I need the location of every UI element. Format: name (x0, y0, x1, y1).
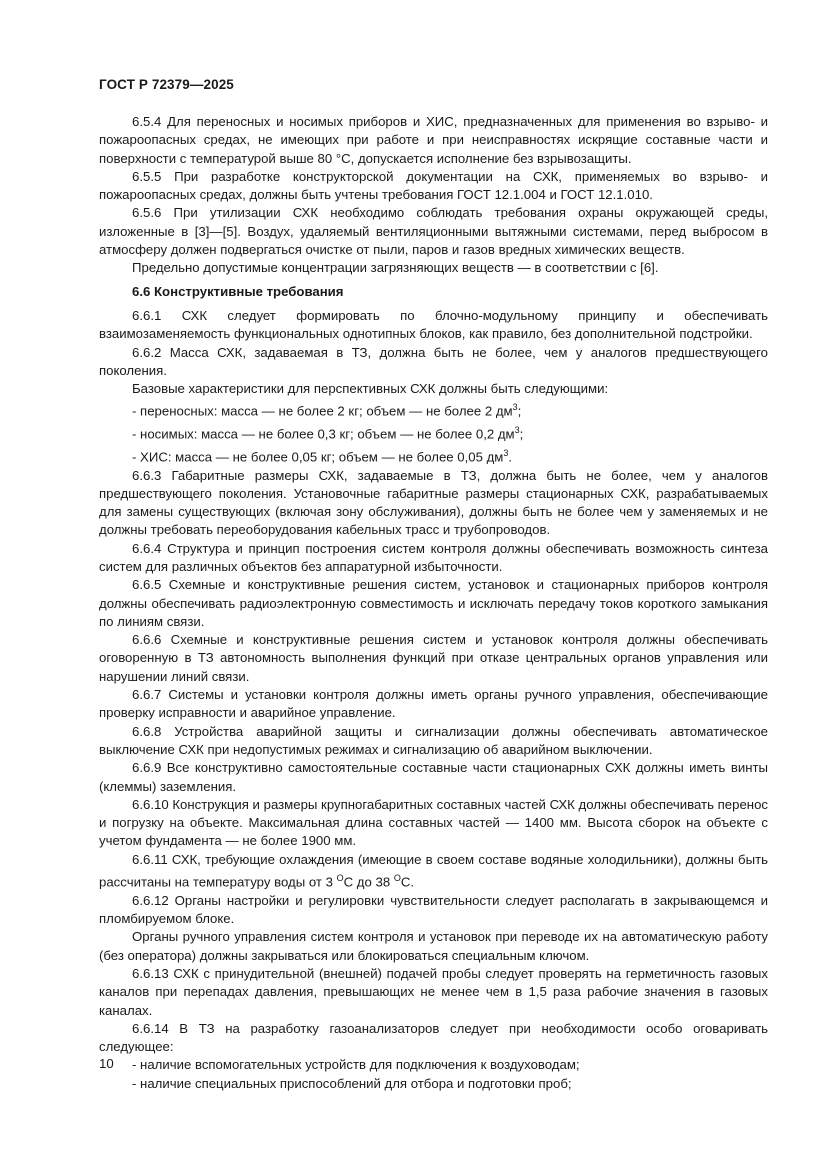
section-heading: 6.6 Конструктивные требования (132, 283, 344, 299)
paragraph (99, 851, 768, 892)
list-item (99, 421, 768, 444)
paragraph: 6.6.6 Схемные и конструктивные решения систем и установок контроля должны обеспечивать оговоренную в ТЗ автономность выполнения функций при отказе центральных органов управления или нарушении линий связи. (99, 632, 768, 684)
paragraph: 6.6.14 В ТЗ на разработку газоанализаторов следует при необходимости особо оговаривать следующее: (99, 1020, 768, 1055)
paragraph: Базовые характеристики для перспективных СХК должны быть следующими: (132, 381, 609, 397)
paragraph-text: 6.6.11 СХК, требующие охлаждения (имеющие в своем составе водяные холодильники), должны быть рассчитаны на температуру воды от 3 (99, 851, 768, 890)
paragraph: 6.6.3 Габаритные размеры СХК, задаваемые в ТЗ, должна быть не более, чем у аналогов предшествующего поколения. Установочные габаритные размеры стационарных СХК, разрабатываемых для замены существующих (включая зону обслуживания), должны быть не более чем у заменяемых и не должны требовать переоборудования кабельных трасс и трубопроводов. (99, 467, 768, 538)
list-item-tail: . (508, 449, 513, 465)
paragraph: 6.6.4 Структура и принцип построения систем контроля должны обеспечивать возможность синтеза систем для различных объектов без аппаратурной избыточности. (99, 540, 768, 574)
list-item-text: - ХИС: масса — не более 0,05 кг; объем — не более 0,05 дм (132, 449, 504, 465)
paragraph: 6.6.10 Конструкция и размеры крупногабаритных составных частей СХК должны обеспечивать перенос и погрузку на объекте. Максимальная длина составных частей — 1400 мм. Высота сборок на объекте с учетом фундамента — не более 1900 мм. (99, 796, 768, 849)
paragraph: 6.6.8 Устройства аварийной защиты и сигнализации должны обеспечивать автоматическое выключение СХК при недопустимых режимах и сигнализацию об аварийном выключении. (99, 723, 768, 757)
paragraph: 6.6.1 СХК следует формировать по блочно-модульному принципу и обеспечивать взаимозаменяемость функциональных однотипных блоков, как правило, без дополнительной подстройки. (99, 307, 768, 342)
paragraph: 6.6.13 СХК с принудительной (внешней) подачей пробы следует проверять на герметичность газовых каналов при перепадах давления, превышающих не менее чем в 1,5 раза рабочие значения в газовых каналах. (99, 965, 768, 1018)
list-item-text: - переносных: масса — не более 2 кг; объем — не более 2 дм (132, 403, 513, 419)
superscript: 3 (514, 425, 520, 436)
paragraph: 6.5.4 Для переносных и носимых приборов и ХИС, предназначенных для применения во взрыво- и пожароопасных средах, не имеющих при работе и при неисправностях искрящие составные части и поверхности с температурой выше 80 °C, допускается исполнение без взрывозащиты. (99, 114, 768, 166)
list-item (99, 444, 768, 467)
paragraph-text: С до 38 (343, 874, 394, 890)
document-header: ГОСТ Р 72379—2025 (99, 77, 234, 92)
paragraph: 6.6.9 Все конструктивно самостоятельные составные части стационарных СХК должны иметь винты (клеммы) заземления. (99, 760, 768, 794)
superscript: О (336, 873, 344, 884)
paragraph: 6.5.5 При разработке конструкторской документации на СХК, применяемых во взрыво- и пожароопасных средах, должны быть учтены требования ГОСТ 12.1.004 и ГОСТ 12.1.010. (99, 168, 768, 203)
paragraph: 6.6.5 Схемные и конструктивные решения систем, установок и стационарных приборов контроля должны обеспечивать радиоэлектронную совместимость и исключать передачу токов короткого замыкания по линиям связи. (99, 577, 768, 629)
superscript: 3 (512, 402, 518, 413)
paragraph: 6.6.7 Системы и установки контроля должны иметь органы ручного управления, обеспечивающие проверку исправности и аварийное управление. (99, 687, 768, 721)
paragraph-text: С. (400, 874, 415, 890)
superscript: О (393, 873, 401, 884)
paragraph: Органы ручного управления систем контроля и установок при переводе их на автоматическую работу (без оператора) должны закрываться или блокироваться специальным ключом. (99, 929, 768, 963)
paragraph: Предельно допустимые концентрации загрязняющих веществ — в соответствии с [6]. (132, 260, 659, 276)
paragraph: 6.6.12 Органы настройки и регулировки чувствительности следует располагать в закрывающемся и пломбируемом блоке. (99, 892, 768, 927)
list-item-tail: ; (517, 403, 522, 419)
paragraph: 6.6.2 Масса СХК, задаваемая в ТЗ, должна быть не более, чем у аналогов предшествующего поколения. (99, 344, 768, 378)
list-item-text: - носимых: масса — не более 0,3 кг; объем — не более 0,2 дм (132, 426, 515, 442)
page-number: 10 (99, 1056, 114, 1071)
list-item (99, 398, 768, 421)
document-body (99, 113, 768, 1093)
superscript: 3 (503, 447, 509, 458)
paragraph: - наличие вспомогательных устройств для подключения к воздуховодам; (132, 1057, 580, 1073)
paragraph: - наличие специальных приспособлений для отбора и подготовки проб; (132, 1075, 572, 1091)
paragraph: 6.5.6 При утилизации СХК необходимо соблюдать требования охраны окружающей среды, изложенные в [3]—[5]. Воздух, удаляемый вентиляционными вытяжными системами, перед выбросом в атмосферу должен подвергаться очистке от пыли, паров и газов вредных химических веществ. (99, 205, 768, 258)
list-item-tail: ; (519, 426, 524, 442)
